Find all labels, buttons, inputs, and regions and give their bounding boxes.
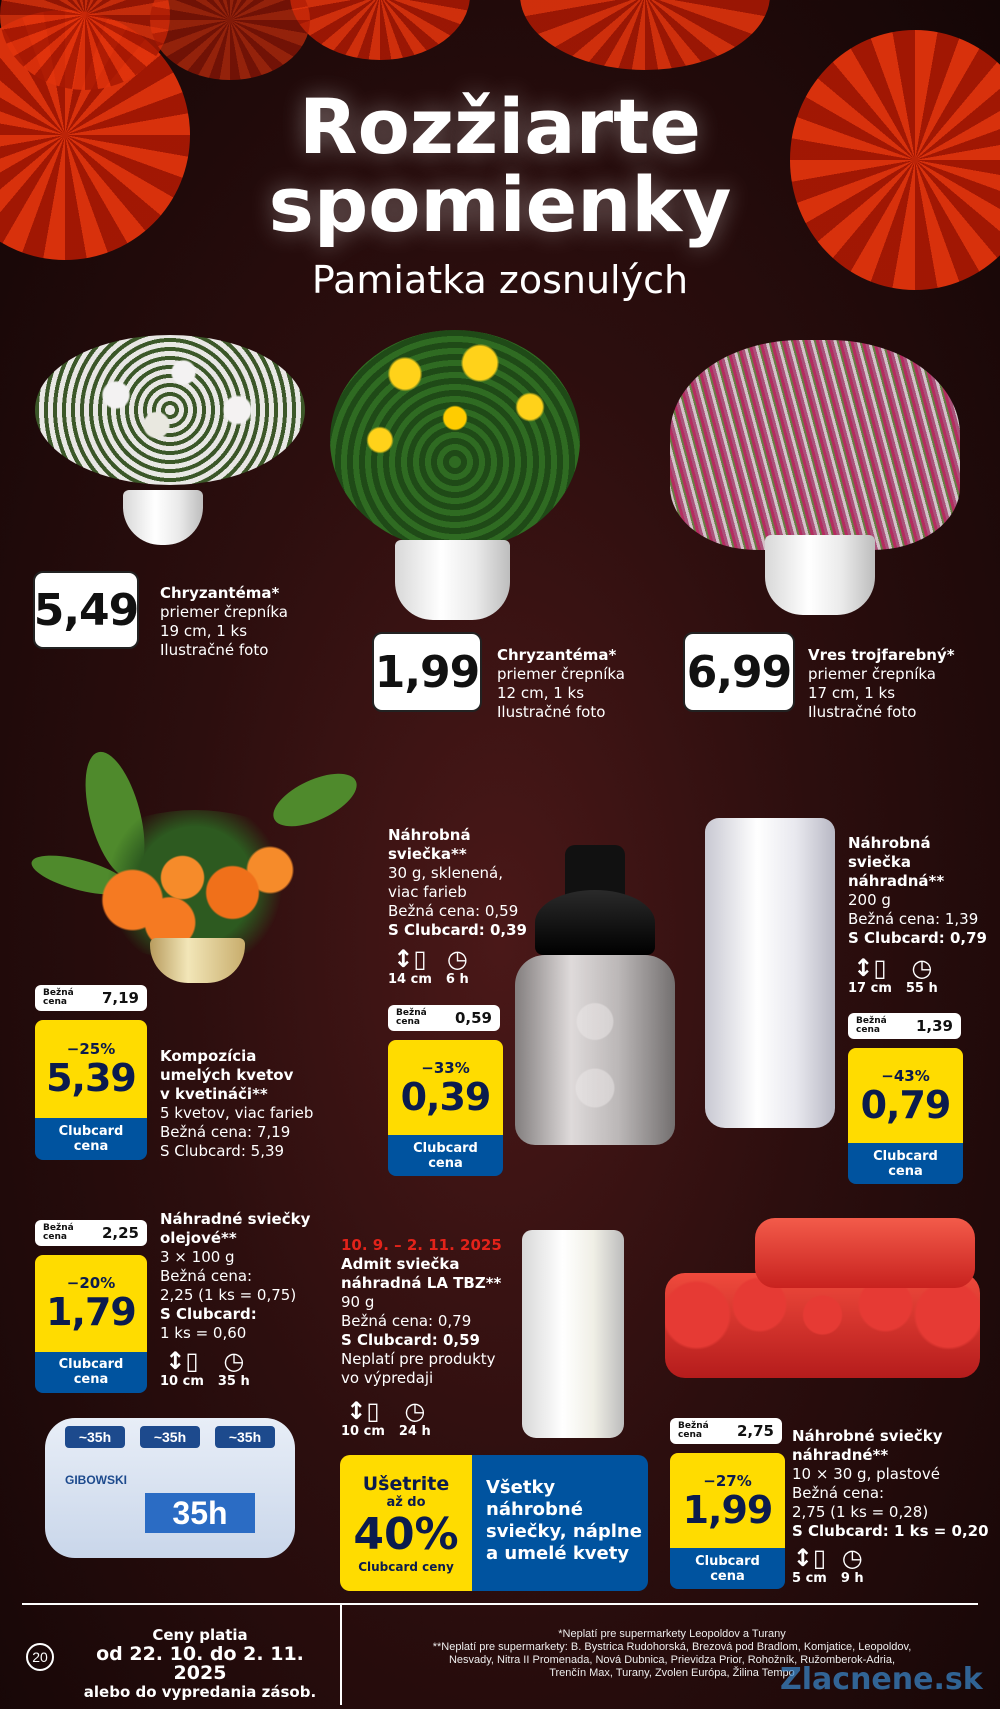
clock-icon: ◷: [446, 945, 468, 973]
admit-candle-image: [522, 1230, 624, 1438]
price-chryzantema-12cm: 1,99: [372, 632, 482, 712]
promo-text-line: a umelé kvety: [486, 1543, 630, 1564]
icons-sviecka-nahradna: ↕▯ 17 cm ◷ 55 h: [848, 954, 938, 996]
clubcard-price-kompozicia: −25% 5,39 Clubcard cena: [35, 1020, 147, 1160]
clubcard-price-olejove: −20% 1,79 Clubcard cena: [35, 1255, 147, 1393]
promo-upto-label: až do: [386, 1494, 426, 1510]
icons-plastove: ↕▯ 5 cm ◷ 9 h: [792, 1544, 864, 1586]
clubcard-price-plastove: −27% 1,99 Clubcard cena: [670, 1453, 785, 1589]
pack-label: ~35h: [215, 1426, 275, 1448]
desc-chryzantema-19cm: Chryzantéma* priemer črepníka 19 cm, 1 ks Ilustračné foto: [160, 584, 288, 659]
pack-label: ~35h: [65, 1426, 125, 1448]
promo-save-label: Ušetrite: [362, 1472, 450, 1495]
price-chryzantema-19cm: 5,49: [33, 571, 139, 649]
height-icon: ↕▯: [393, 945, 427, 973]
desc-plastove: Náhrobné sviečky náhradné** 10 × 30 g, plastové Bežná cena: 2,75 (1 ks = 0,28) S Clubcard: 1 ks = 0,20: [792, 1427, 989, 1540]
white-refill-candle-image: [705, 818, 835, 1128]
headline-line-1: Rozžiarte: [299, 82, 701, 171]
clubcard-price-sviecka-sklenena: −33% 0,39 Clubcard cena: [388, 1040, 503, 1176]
promo-text-line: Všetky: [486, 1477, 556, 1498]
height-icon: ↕▯: [346, 1397, 380, 1425]
regular-price-badge: Bežná cena 2,75: [670, 1418, 782, 1444]
page-subtitle: Pamiatka zosnulých: [311, 258, 689, 302]
clock-icon: ◷: [911, 954, 933, 982]
red-plastic-candles-image: [665, 1218, 980, 1378]
desc-sviecka-sklenena: Náhrobná sviečka** 30 g, sklenená, viac farieb Bežná cena: 0,59 S Clubcard: 0,39: [388, 826, 527, 939]
promo-note: Clubcard ceny: [358, 1559, 454, 1574]
price-validity: Ceny platia od 22. 10. do 2. 11. 2025 alebo do vypredania zásob.: [83, 1626, 317, 1701]
yellow-chrysanthemum-image: [330, 320, 580, 620]
desc-sviecka-nahradna: Náhrobná sviečka náhradná** 200 g Bežná cena: 1,39 S Clubcard: 0,79: [848, 834, 987, 947]
clubcard-price-sviecka-nahradna: −43% 0,79 Clubcard cena: [848, 1048, 963, 1184]
icons-admit: ↕▯ 10 cm ◷ 24 h: [341, 1397, 431, 1439]
artificial-flowers-image: [20, 730, 360, 990]
red-flower-decoration: [520, 0, 770, 70]
height-icon: ↕▯: [792, 1544, 827, 1572]
pack-brand: GIBOWSKI: [65, 1473, 127, 1487]
desc-admit: 10. 9. – 2. 11. 2025 Admit sviečka náhradná LA TBZ** 90 g Bežná cena: 0,79 S Clubcard: 0,59 Neplatí pre produkty vo výpredaji: [341, 1236, 502, 1387]
regular-price-badge: Bežná cena 0,59: [388, 1005, 500, 1031]
regular-price-badge: Bežná cena 1,39: [848, 1013, 961, 1039]
regular-price-badge: Bežná cena 7,19: [35, 985, 147, 1011]
desc-chryzantema-12cm: Chryzantéma* priemer črepníka 12 cm, 1 ks Ilustračné foto: [497, 646, 625, 721]
oil-candle-pack-image: [45, 1418, 295, 1558]
footer-divider: [22, 1603, 978, 1605]
height-icon: ↕▯: [853, 954, 887, 982]
icons-olejove: ↕▯ 10 cm ◷ 35 h: [160, 1347, 250, 1389]
clock-icon: ◷: [223, 1347, 245, 1375]
red-flower-decoration: [290, 0, 470, 60]
desc-olejove: Náhradné sviečky olejové** 3 × 100 g Bežná cena: 2,25 (1 ks = 0,75) S Clubcard: 1 ks = 0,60: [160, 1210, 311, 1342]
promo-text-line: sviečky, náplne: [486, 1521, 642, 1542]
desc-vres: Vres trojfarebný* priemer črepníka 17 cm, 1 ks Ilustračné foto: [808, 646, 955, 721]
footnotes: *Neplatí pre supermarkety Leopoldov a Turany **Neplatí pre supermarkety: B. Bystrica Rudohorská, Brezová pod Bradlom, Komjatice, Leopoldov, Nesvady, Nitra II Promenada, Nová Dubnica, Prievidza Prior, Rohožník, Ružomberok-Adria, Trenčín Max, Turany, Zvolen Európa, Žilina Tempo: [432, 1628, 912, 1679]
promo-text-line: náhrobné: [486, 1499, 583, 1520]
red-flower-decoration: [150, 0, 310, 80]
pack-label: ~35h: [140, 1426, 200, 1448]
page-number: 20: [26, 1643, 54, 1671]
clock-icon: ◷: [404, 1397, 426, 1425]
glass-candle-image: [515, 845, 675, 1145]
promo-percent: 40%: [353, 1508, 459, 1560]
watermark: Zlacnene.sk: [780, 1662, 983, 1697]
icons-sviecka-sklenena: ↕▯ 14 cm ◷ 6 h: [388, 945, 469, 987]
height-icon: ↕▯: [165, 1347, 199, 1375]
heather-plant-image: [650, 320, 970, 620]
white-chrysanthemum-image: [25, 330, 315, 550]
headline-line-2: spomienky: [268, 160, 732, 249]
pack-big-label: 35h: [145, 1493, 255, 1533]
regular-price-badge: Bežná cena 2,25: [35, 1220, 147, 1246]
footer-vertical-divider: [340, 1605, 342, 1705]
price-vres: 6,99: [683, 632, 795, 712]
clock-icon: ◷: [841, 1544, 863, 1572]
desc-kompozicia: Kompozícia umelých kvetov v kvetináči** 5 kvetov, viac farieb Bežná cena: 7,19 S Clubcard: 5,39: [160, 1047, 314, 1160]
promo-savings-box: [340, 1455, 648, 1591]
